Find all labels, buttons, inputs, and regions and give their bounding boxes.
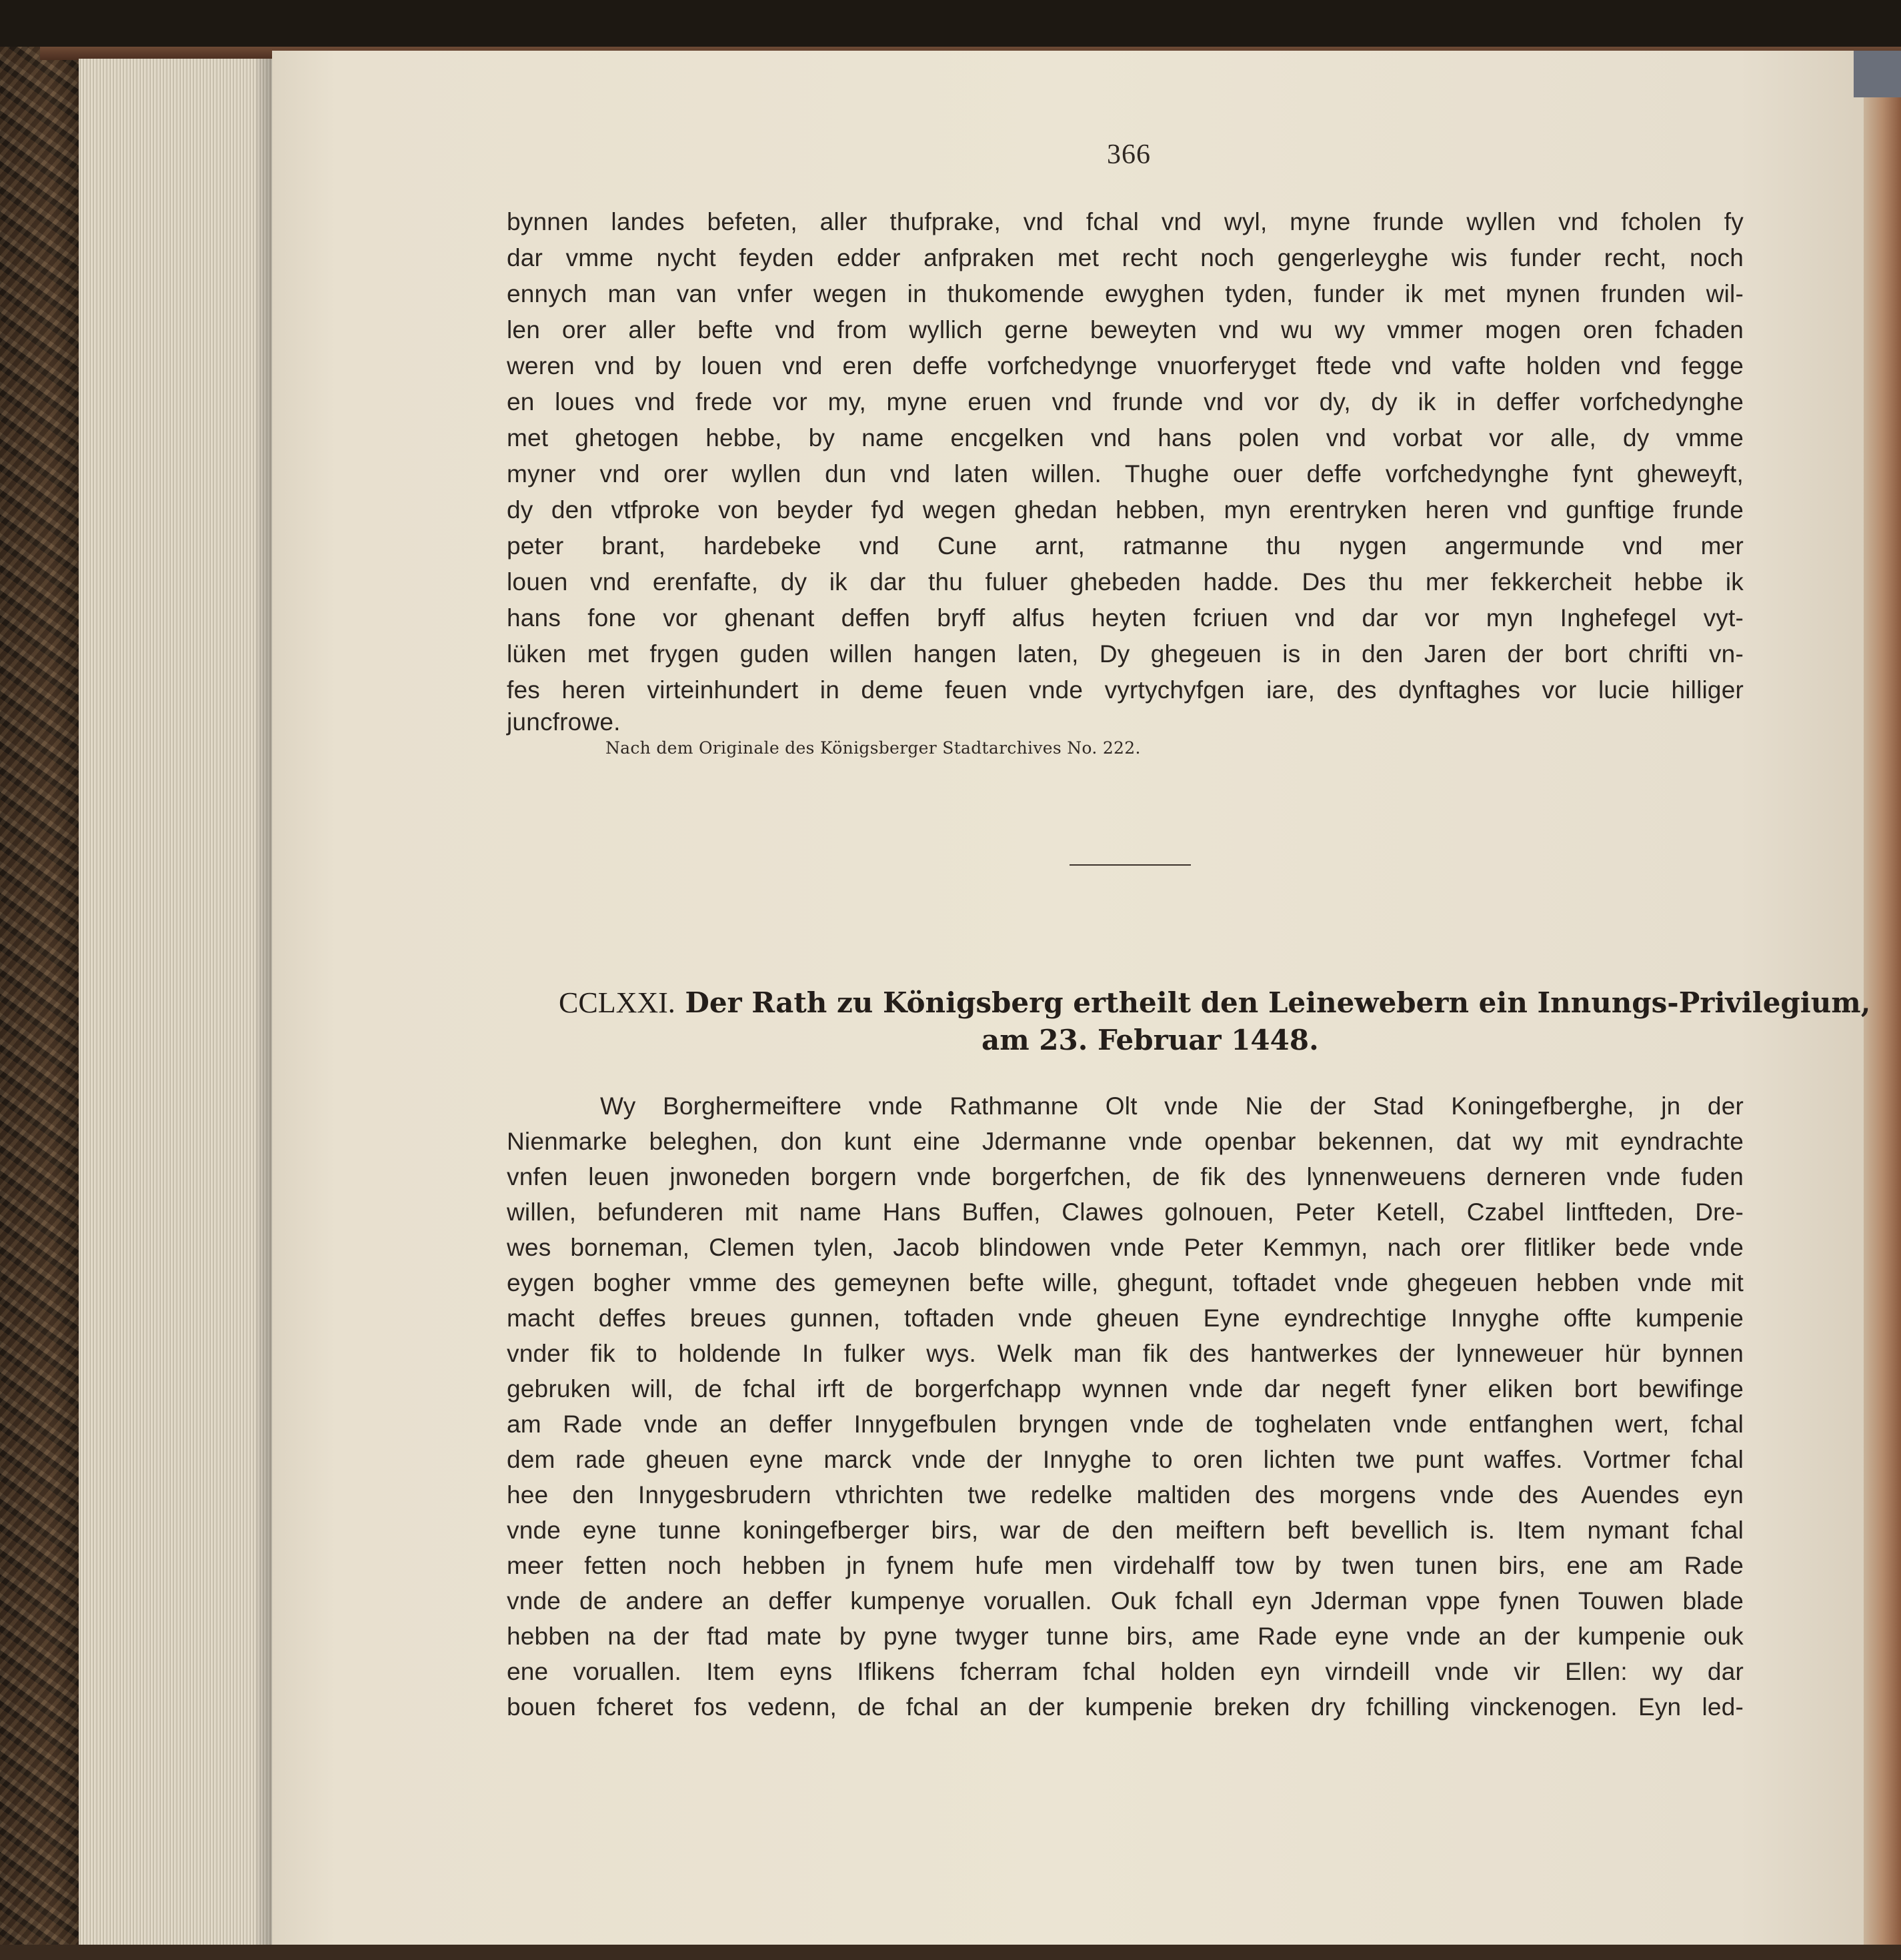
text-line: vnde eyne tunne koningefberger birs, war de den meiftern beft bevellich is. Item nymant fchal [507,1517,1744,1544]
text-line: dar vmme nycht feyden edder anfpraken met recht noch gengerleyghe wis funder recht, noch [507,244,1744,271]
text-line: met ghetogen hebbe, by name encgelken vnd hans polen vnd vorbat vor alle, dy vmme [507,424,1744,451]
heading-title-line-2: am 23. Februar 1448. [982,1024,1319,1056]
text-line: juncfrowe. [507,708,621,736]
text-line: peter brant, hardebeke vnd Cune arnt, ratmanne thu nygen angermunde vnd mer [507,532,1744,560]
text-line: macht deffes breues gunnen, toftaden vnde gheuen Eyne eyndrechtige Innyghe offte kumpenie [507,1304,1744,1332]
text-line: hebben na der ftad mate by pyne twyger tunne birs, ame Rade eyne vnde an der kumpenie ouk [507,1623,1744,1650]
marbled-binding [0,47,87,1960]
bottom-edge [0,1945,1901,1960]
text-line: myner vnd orer wyllen dun vnd laten willen. Thughe ouer deffe vorfchedynghe fynt gheweyft, [507,460,1744,487]
text-line: willen, befunderen mit name Hans Buffen, Clawes golnouen, Peter Ketell, Czabel lintfteden, Dre- [507,1198,1744,1226]
text-line: bynnen landes befeten, aller thufprake, vnd fchal vnd wyl, myne frunde wyllen vnd fcholen fy [507,208,1744,235]
text-line: en loues vnd frede vor my, myne eruen vnd frunde vnd vor dy, dy ik in deffer vorfchedynghe [507,388,1744,415]
text-line: hee den Innygesbrudern vthrichten twe redelke maltiden des morgens vnde des Auendes eyn [507,1481,1744,1509]
text-line: lüken met frygen guden willen hangen laten, Dy ghegeuen is in den Jaren der bort chrifti vn- [507,640,1744,668]
text-line: dem rade gheuen eyne marck vnde der Innyghe to oren lichten twe punt waffes. Vortmer fchal [507,1446,1744,1473]
text-line: weren vnd by louen vnd eren deffe vorfchedynge vnuorferyget ftede vnd vafte holden vnd fegge [507,352,1744,379]
text-line: bouen fcheret fos vedenn, de fchal an der kumpenie breken dry fchilling vinckenogen. Eyn led- [507,1693,1744,1721]
document-number: CCLXXI. [559,986,675,1019]
text-line: dy den vtfproke von beyder fyd wegen ghedan hebben, myn erentryken heren vnd gunftige frunde [507,496,1744,524]
text-line: vnder fik to holdende In fulker wys. Welk man fik des hantwerkes der lynneweuer hür bynnen [507,1340,1744,1367]
text-line: gebruken will, de fchal irft de borgerfchapp wynnen vnde dar negeft fyner eliken bort bewifinge [507,1375,1744,1402]
text-line: louen vnd erenfafte, dy ik dar thu fuluer ghebeden hadde. Des thu mer fekkercheit hebbe ik [507,568,1744,596]
text-line: len orer aller befte vnd from wyllich gerne beweyten vnd wu wy vmmer mogen oren fchaden [507,316,1744,343]
text-line: wes borneman, Clemen tylen, Jacob blindowen vnde Peter Kemmyn, nach orer flitliker bede vnde [507,1234,1744,1261]
text-line: vnde de andere an deffer kumpenye voruallen. Ouk fchall eyn Jderman vppe fynen Touwen blade [507,1587,1744,1615]
section-divider [1070,864,1191,866]
text-line: Wy Borghermeiftere vnde Rathmanne Olt vnde Nie der Stad Koningefberghe, jn der [600,1092,1744,1120]
text-line: fes heren virteinhundert in deme feuen vnde vyrtychyfgen iare, des dynftaghes vor lucie hilliger [507,676,1744,704]
text-line: Nienmarke beleghen, don kunt eine Jdermanne vnde openbar bekennen, dat wy mit eyndrachte [507,1128,1744,1155]
text-line: ennych man van vnfer wegen in thukomende ewyghen tyden, funder ik met mynen frunden wil- [507,280,1744,307]
text-line: eygen bogher vmme des gemeynen befte wille, ghegunt, toftadet vnde ghegeuen hebben vnde mit [507,1269,1744,1296]
text-line: ene voruallen. Item eyns Iflikens fcherram fchal holden eyn virndeill vnde vir Ellen: wy dar [507,1658,1744,1685]
heading-title-line-1: Der Rath zu Königsberg ertheilt den Leinewebern ein Innungs-Privilegium, [685,986,1871,1019]
page-number: 366 [1107,139,1151,170]
text-line: vnfen leuen jnwoneden borgern vnde borgerfchen, de fik des lynnenweuens derneren vnde fuden [507,1163,1744,1190]
text-line: am Rade vnde an deffer Innygefbulen bryngen vnde de toghelaten vnde entfanghen wert, fchal [507,1410,1744,1438]
stacked-page-edges [79,59,273,1946]
right-cover-band [1854,51,1901,97]
text-line: meer fetten noch hebben jn fynem hufe men virdehalff tow by twen tunen birs, ene am Rade [507,1552,1744,1579]
text-line: hans fone vor ghenant deffen bryff alfus heyten fcriuen vnd dar vor myn Inghefegel vyt- [507,604,1744,632]
document-heading [559,986,1871,1020]
source-note: Nach dem Originale des Königsberger Stadtarchives No. 222. [605,738,1141,758]
